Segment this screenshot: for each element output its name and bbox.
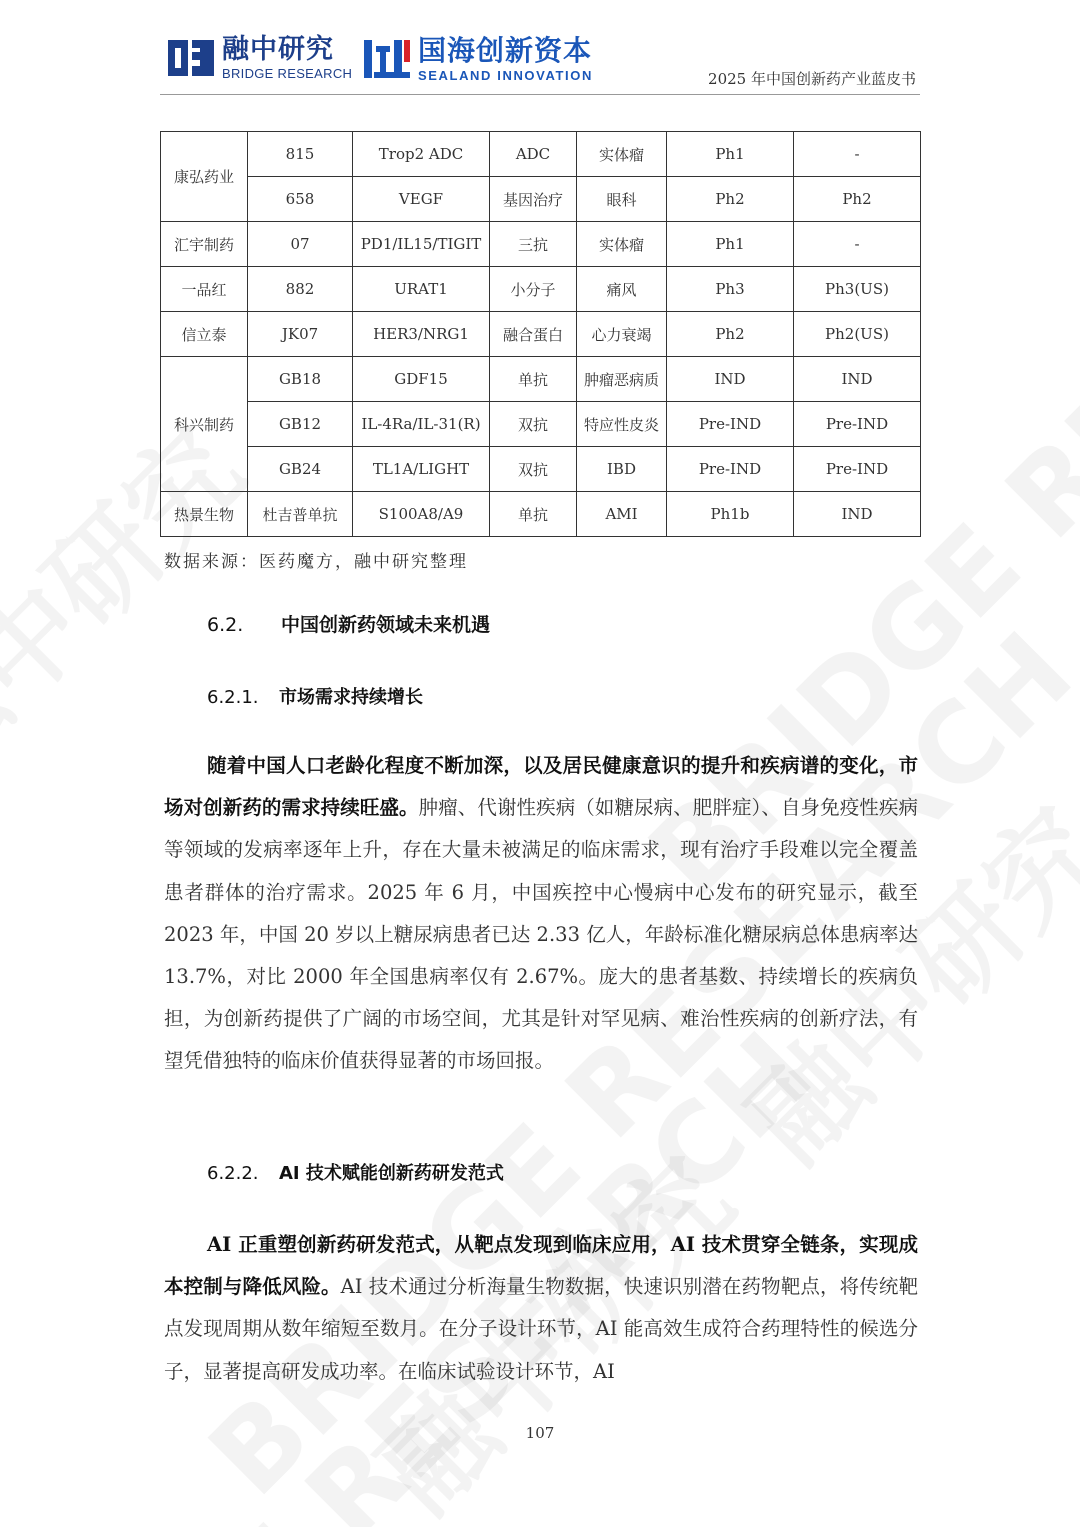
section-number: 6.2. [207,614,244,636]
table-cell: HER3/NRG1 [353,312,490,357]
bridge-research-logo-icon [166,36,216,80]
sealand-innovation-logo-icon [362,36,412,82]
section-number: 6.2.2. [207,1163,259,1184]
table-cell: 815 [248,132,353,177]
pipeline-table [160,131,921,537]
table-cell: 882 [248,267,353,312]
page-number: 107 [525,1424,555,1442]
header-divider [160,94,920,95]
logo2-chinese-name: 国海创新资本 [418,33,593,67]
bridge-research-logo [166,36,352,80]
table-cell: ADC [490,132,577,177]
table-cell: 眼科 [577,177,667,222]
table-cell: JK07 [248,312,353,357]
table-cell: Pre-IND [667,447,794,492]
table-cell: VEGF [353,177,490,222]
section-heading-6-2-1 [207,683,423,709]
table-cell: 658 [248,177,353,222]
table-cell: 杜吉普单抗 [248,492,353,537]
table-cell: Ph2 [794,177,921,222]
section-number: 6.2.1. [207,687,259,708]
table-cell: Trop2 ADC [353,132,490,177]
table-cell: 单抗 [490,492,577,537]
page-header [0,0,1080,110]
paragraph-market-demand [164,745,918,1083]
paragraph-ai-rd [164,1224,918,1393]
company-cell: 信立泰 [161,312,248,357]
table-cell: IBD [577,447,667,492]
table-cell: AMI [577,492,667,537]
table-cell: IND [667,357,794,402]
table-cell: 肿瘤恶病质 [577,357,667,402]
paragraph-lead-bold: 随着中国人口老龄化程度不断加深，以及居民健康意识的提升和疾病谱的变化，市场对创新药的需求持续旺盛。 [164,754,918,820]
table-cell: 双抗 [490,402,577,447]
table-cell: 单抗 [490,357,577,402]
table-cell: 痛风 [577,267,667,312]
table-row [161,357,921,402]
table-cell: 三抗 [490,222,577,267]
table-cell: 实体瘤 [577,222,667,267]
company-cell: 汇宇制药 [161,222,248,267]
section-title: AI 技术赋能创新药研发范式 [279,1163,504,1184]
table-cell: Ph3(US) [794,267,921,312]
company-cell: 热景生物 [161,492,248,537]
table-row [161,402,921,447]
table-row [161,267,921,312]
table-cell: GB24 [248,447,353,492]
logo1-english-name: BRIDGE RESEARCH [222,66,353,81]
table-row [161,177,921,222]
document-title: 2025 年中国创新药产业蓝皮书 [708,70,916,88]
table-row [161,132,921,177]
section-heading-6-2 [207,610,490,637]
company-cell: 科兴制药 [161,357,248,492]
table-cell: 融合蛋白 [490,312,577,357]
section-heading-6-2-2 [207,1159,504,1185]
table-row [161,312,921,357]
table-row [161,492,921,537]
table-cell: GB12 [248,402,353,447]
sealand-innovation-logo [362,33,593,83]
table-cell: 特应性皮炎 [577,402,667,447]
table-cell: Ph1 [667,132,794,177]
table-cell: - [794,132,921,177]
company-cell: 康弘药业 [161,132,248,222]
table-cell: 心力衰竭 [577,312,667,357]
table-cell: Ph2 [667,312,794,357]
table-cell: URAT1 [353,267,490,312]
table-cell: Ph2 [667,177,794,222]
logo2-english-name: SEALAND INNOVATION [418,67,593,83]
table-cell: S100A8/A9 [353,492,490,537]
paragraph-body: AI 技术通过分析海量生物数据，快速识别潜在药物靶点，将传统靶点发现周期从数年缩短至数月。在分子设计环节，AI 能高效生成符合药理特性的候选分子，显著提高研发成功率。在临床试验设计环节，AI [164,1275,918,1383]
table-row [161,447,921,492]
table-cell: 实体瘤 [577,132,667,177]
table-cell: Pre-IND [794,447,921,492]
table-cell: Ph2(US) [794,312,921,357]
table-cell: 07 [248,222,353,267]
table-cell: 基因治疗 [490,177,577,222]
table-cell: - [794,222,921,267]
section-title: 市场需求持续增长 [279,687,423,708]
section-title: 中国创新药领域未来机遇 [281,614,491,636]
data-source-note: 数据来源：医药魔方，融中研究整理 [164,552,468,572]
table-cell: Ph1 [667,222,794,267]
table-cell: IND [794,357,921,402]
table-cell: IND [794,492,921,537]
paragraph-body: 肿瘤、代谢性疾病（如糖尿病、肥胖症）、自身免疫性疾病等领域的发病率逐年上升，存在大量未被满足的临床需求，现有治疗手段难以完全覆盖患者群体的治疗需求。2025 年 6 月，中国疾控中心慢病中心发布的研究显示，截至 2023 年，中国 20 岁以上糖尿病患者已达 2.33 亿人，年龄标准化糖尿病总体患病率达 13.7%，对比 2000 年全国患病率仅有 2.67%。庞大的患者基数、持续增长的疾病负担，为创新药提供了广阔的市场空间，尤其是针对罕见病、难治性疾病的创新疗法，有望凭借独特的临床价值获得显著的市场回报。 [164,796,918,1073]
pipeline-table-body [161,132,921,537]
table-cell: 小分子 [490,267,577,312]
table-cell: Pre-IND [794,402,921,447]
table-cell: TL1A/LIGHT [353,447,490,492]
table-cell: IL-4Ra/IL-31(R) [353,402,490,447]
table-cell: Pre-IND [667,402,794,447]
table-cell: Ph1b [667,492,794,537]
table-cell: PD1/IL15/TIGIT [353,222,490,267]
table-cell: Ph3 [667,267,794,312]
table-cell: 双抗 [490,447,577,492]
logo1-chinese-name: 融中研究 [222,34,334,65]
paragraph-lead-bold: AI 正重塑创新药研发范式，从靶点发现到临床应用，AI 技术贯穿全链条，实现成本控制与降低风险。 [164,1233,918,1299]
table-row [161,222,921,267]
table-cell: GB18 [248,357,353,402]
table-cell: GDF15 [353,357,490,402]
company-cell: 一品红 [161,267,248,312]
